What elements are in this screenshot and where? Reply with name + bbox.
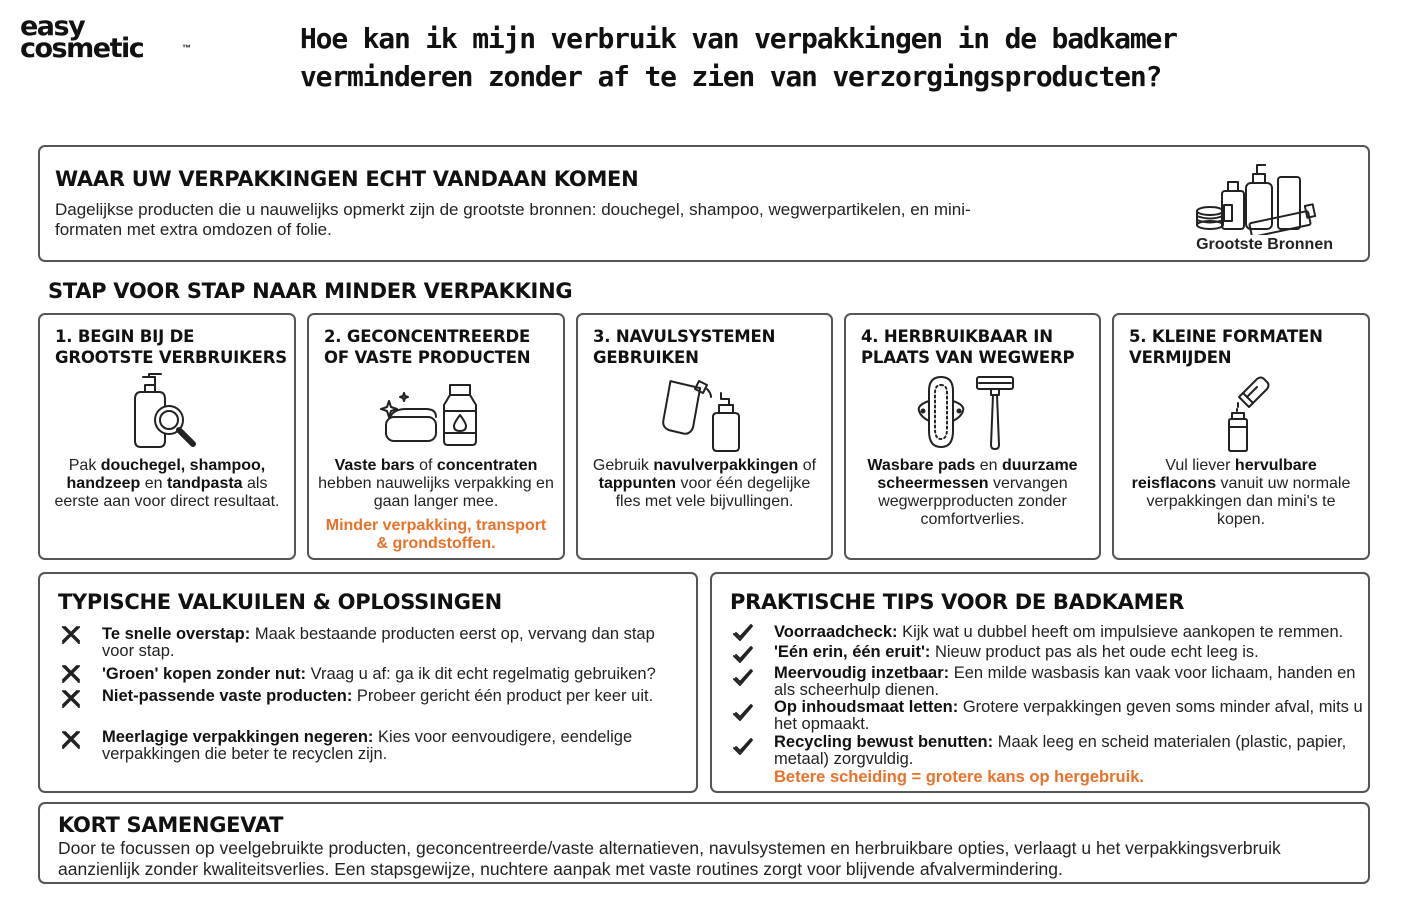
checkmark-icon (732, 622, 754, 644)
step-4-text: Wasbare pads en duurzame scheermessen vervangen wegwerpproducten zonder comfortverlies. (867, 457, 1078, 528)
checkmark-icon (732, 736, 754, 758)
tip-item: Meervoudig inzetbaar: Een milde wasbasis kan vaak voor lichaam, handen en als scheerhulp dienen. (774, 664, 1356, 699)
step-3-heading-line2: GEBRUIKEN (593, 348, 699, 367)
pitfall-item: Te snelle overstap: Maak bestaande producten eerst op, vervang dan stap voor stap. (102, 625, 655, 660)
step-1-text: Pak douchegel, shampoo, handzeep en tandpasta als eerste aan voor direct resultaat. (54, 457, 280, 510)
sources-section (38, 145, 1370, 262)
step-1-heading-line1: 1. BEGIN BIJ DE (55, 327, 195, 346)
tip-item: Voorraadcheck: Kijk wat u dubbel heeft om impulsieve aankopen te remmen. (774, 623, 1344, 641)
bottles-icon (1194, 155, 1324, 235)
tip-item: Op inhoudsmaat letten: Grotere verpakkingen geven soms minder afval, mits u het opmaakt. (774, 698, 1363, 733)
checkmark-icon (732, 702, 754, 724)
step-2-heading-line2: OF VASTE PRODUCTEN (324, 348, 531, 367)
step-4-heading (861, 326, 1093, 368)
pitfalls-heading: TYPISCHE VALKUILEN & OPLOSSINGEN (58, 590, 502, 614)
sources-heading: WAAR UW VERPAKKINGEN ECHT VANDAAN KOMEN (55, 167, 639, 191)
tip-item: 'Eén erin, één eruit': Nieuw product pas als het oude echt leeg is. (774, 643, 1259, 661)
step-card-4 (844, 313, 1101, 560)
brand-logo-line1: easy (20, 11, 85, 42)
summary-text: Door te focussen op veelgebruikte producten, geconcentreerde/vaste alternatieven, navulsystemen en herbruikbare opties, verlaagt u het verpakkingsverbruik aanzienlijk zonder kwaliteitsverlies. Een stapsgewijze, nuchtere aanpak met vaste routines zorgt voor blijvende afvalvermindering. (58, 838, 1281, 879)
pump-bottle-magnifier-icon (107, 371, 227, 453)
steps-heading: STAP VOOR STAP NAAR MINDER VERPAKKING (48, 279, 573, 303)
step-card-2 (307, 313, 565, 560)
step-5-heading (1129, 326, 1362, 368)
step-card-1 (38, 313, 296, 560)
pitfall-item: Niet-passende vaste producten: Probeer gericht één product per keer uit. (102, 687, 654, 705)
pitfall-item: 'Groen' kopen zonder nut: Vraag u af: ga ik dit echt regelmatig gebruiken? (102, 665, 656, 683)
summary-heading: KORT SAMENGEVAT (58, 813, 284, 837)
cross-icon (60, 688, 82, 710)
step-5-heading-line1: 5. KLEINE FORMATEN (1129, 327, 1323, 346)
tips-heading: PRAKTISCHE TIPS VOOR DE BADKAMER (730, 590, 1185, 614)
brand-trademark: ™ (182, 43, 191, 53)
sources-caption: Grootste Bronnen (1196, 236, 1333, 253)
page-title: Hoe kan ik mijn verbruik van verpakkingen in de badkamer verminderen zonder af te zien van verzorgingsproducten? (300, 22, 1177, 93)
checkmark-icon (732, 644, 754, 666)
pitfalls-section (38, 572, 698, 793)
step-2-heading-line1: 2. GECONCENTREERDE (324, 327, 531, 346)
tips-highlight: Betere scheiding = grotere kans op hergebruik. (774, 768, 1144, 786)
step-3-text: Gebruik navulverpakkingen of tappunten voor één degelijke fles met vele bijvullingen. (592, 457, 817, 510)
step-card-3 (576, 313, 833, 560)
cross-icon (60, 729, 82, 751)
step-2-highlight: Minder verpakking, transport & grondstoffen. (325, 517, 547, 552)
step-4-heading-line1: 4. HERBRUIKBAAR IN (861, 327, 1053, 346)
checkmark-icon (732, 667, 754, 689)
sources-text: Dagelijkse producten die u nauwelijks opmerkt zijn de grootste bronnen: douchegel, shampoo, wegwerpartikelen, en mini-formaten met extra omdozen of folie. (55, 200, 971, 239)
tip-item: Recycling bewust benutten: Maak leeg en scheid materialen (plastic, papier, metaal) zorgvuldig. (774, 733, 1347, 768)
refill-pouch-icon (645, 371, 765, 453)
pad-razor-icon (913, 371, 1033, 453)
step-2-heading (324, 326, 557, 368)
step-1-heading-line2: GROOTSTE VERBRUIKERS (55, 348, 287, 367)
tips-section (710, 572, 1370, 793)
step-1-heading (55, 326, 288, 368)
cross-icon (60, 663, 82, 685)
step-3-heading (593, 326, 825, 368)
summary-section (38, 802, 1370, 884)
step-3-heading-line1: 3. NAVULSYSTEMEN (593, 327, 776, 346)
step-4-heading-line2: PLAATS VAN WEGWERP (861, 348, 1075, 367)
step-card-5 (1112, 313, 1370, 560)
brand-logo (20, 11, 191, 72)
cross-icon (60, 624, 82, 646)
step-2-text: Vaste bars of concentraten hebben nauwelijks verpakking en gaan langer mee. (318, 457, 554, 510)
step-5-text: Vul liever hervulbare reisflacons vanuit uw normale verpakkingen dan mini's te kopen. (1131, 457, 1351, 528)
pitfall-item: Meerlagige verpakkingen negeren: Kies voor eenvoudigere, eendelige verpakkingen die beter te recyclen zijn. (102, 728, 633, 763)
step-5-heading-line2: VERMIJDEN (1129, 348, 1232, 367)
travel-bottle-icon (1181, 371, 1301, 453)
soap-bar-bottle-icon (376, 371, 496, 453)
brand-logo-line2: cosmetic (20, 33, 144, 64)
